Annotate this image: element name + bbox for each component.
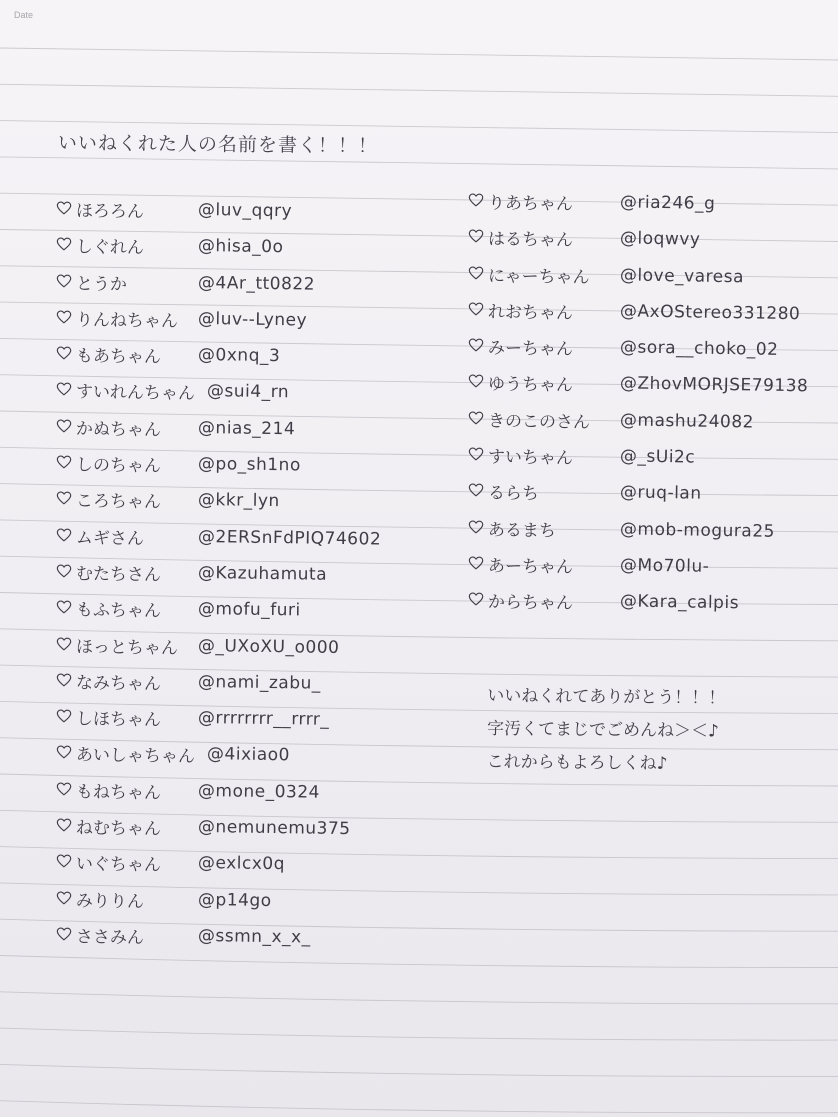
entry-handle: @0xnq_3	[197, 345, 281, 367]
heart-icon	[56, 236, 72, 252]
entry-name: すいちゃん	[487, 447, 574, 469]
ruled-line	[0, 956, 838, 968]
name-entry	[56, 226, 382, 267]
name-entry	[56, 807, 382, 848]
name-entry	[468, 218, 809, 260]
heart-icon	[56, 418, 72, 434]
entry-handle: @loqwvy	[619, 228, 701, 251]
name-entry	[56, 626, 382, 667]
entry-name: ささみん	[75, 926, 145, 948]
name-entry	[56, 517, 382, 558]
entry-name: はるちゃん	[487, 229, 574, 251]
entry-handle: @luv_qqry	[197, 200, 293, 222]
heart-icon	[56, 454, 72, 470]
name-entry	[56, 771, 382, 812]
heart-icon	[468, 555, 484, 571]
name-entry	[56, 734, 382, 775]
page-heading: いいねくれた人の名前を書く！！！	[57, 132, 379, 158]
heart-icon	[56, 599, 72, 615]
heart-icon	[468, 519, 484, 535]
heart-icon	[56, 200, 72, 216]
entry-handle: @mone_0324	[197, 780, 321, 803]
entry-name: とうか	[75, 273, 128, 295]
entry-name: あーちゃん	[487, 555, 574, 578]
entry-name: あいしゃちゃん	[75, 745, 196, 768]
date-label: Date	[14, 10, 34, 20]
name-entry	[468, 182, 809, 224]
entry-name: にゃーちゃん	[487, 265, 590, 288]
heart-icon	[468, 483, 484, 499]
name-entry	[468, 545, 809, 587]
entry-handle: @ria246_g	[619, 192, 716, 215]
message-line: いいねくれてありがとう！！！	[487, 686, 726, 709]
heart-icon	[56, 527, 72, 543]
name-entry	[468, 472, 809, 514]
heart-icon	[468, 301, 484, 317]
name-entry	[56, 589, 382, 630]
entry-handle: @love_varesa	[619, 265, 745, 288]
entry-handle: @exlcx0q	[197, 853, 286, 875]
heart-icon	[56, 853, 72, 869]
entry-name: もあちゃん	[75, 346, 162, 368]
entry-name: みりりん	[75, 890, 145, 912]
entry-handle: @nias_214	[197, 417, 296, 440]
entry-name: きのこのさん	[487, 410, 591, 433]
heart-icon	[56, 345, 72, 361]
entry-name: かぬちゃん	[75, 418, 162, 440]
name-entry	[468, 363, 809, 405]
name-entry	[56, 190, 382, 231]
entry-handle: @4Ar_tt0822	[197, 272, 316, 295]
entry-handle: @kkr_lyn	[197, 490, 280, 512]
entry-handle: @Kazuhamuta	[197, 563, 328, 585]
entry-name: みーちゃん	[487, 338, 574, 360]
name-entry	[468, 255, 809, 297]
ruled-line	[0, 48, 838, 60]
heart-icon	[56, 563, 72, 579]
name-entry	[56, 553, 382, 594]
name-entry	[56, 371, 382, 412]
name-entry	[56, 880, 382, 921]
ruled-line	[0, 84, 838, 96]
entry-name: ムギさん	[75, 527, 145, 549]
heart-icon	[56, 382, 72, 398]
name-entry	[56, 299, 382, 340]
thank-you-message	[486, 680, 725, 781]
heart-icon	[56, 273, 72, 289]
left-name-list	[56, 190, 381, 952]
entry-name: ほっとちゃん	[75, 636, 179, 658]
entry-handle: @mob-mogura25	[619, 519, 776, 542]
entry-name: ねむちゃん	[75, 817, 162, 840]
name-entry	[56, 662, 382, 703]
heart-icon	[56, 491, 72, 507]
name-entry	[468, 581, 809, 623]
message-line: これからもよろしくね♪	[486, 751, 668, 774]
name-entry	[56, 263, 382, 304]
entry-name: ころちゃん	[75, 491, 162, 513]
name-entry	[56, 843, 382, 884]
entry-handle: @hisa_0o	[197, 236, 284, 258]
heart-icon	[56, 926, 72, 942]
name-entry	[56, 335, 382, 376]
ruled-line	[0, 992, 838, 1004]
heart-icon	[56, 890, 72, 906]
entry-name: しのちゃん	[75, 454, 162, 477]
entry-handle: @sui4_rn	[206, 381, 290, 403]
entry-name: あるまち	[487, 519, 557, 541]
entry-handle: @sora__choko_02	[619, 337, 779, 361]
name-entry	[56, 916, 382, 957]
entry-name: すいれんちゃん	[75, 382, 196, 405]
entry-name: るらち	[487, 483, 540, 505]
entry-name: しほちゃん	[75, 709, 162, 731]
entry-name: ゆうちゃん	[487, 374, 574, 396]
entry-handle: @_sUi2c	[619, 446, 696, 468]
entry-handle: @4ixiao0	[206, 744, 291, 766]
entry-name: しぐれん	[75, 237, 145, 259]
heart-icon	[56, 781, 72, 797]
heart-icon	[56, 745, 72, 761]
entry-name: もねちゃん	[75, 781, 162, 803]
entry-name: なみちゃん	[75, 672, 162, 694]
name-entry	[468, 291, 809, 333]
ruled-line	[0, 1028, 838, 1040]
heart-icon	[56, 672, 72, 688]
entry-handle: @mashu24082	[619, 410, 755, 433]
heart-icon	[468, 446, 484, 462]
right-name-list	[468, 182, 808, 618]
entry-name: れおちゃん	[487, 301, 574, 324]
entry-name: ほろろん	[75, 200, 145, 222]
entry-handle: @nemunemu375	[197, 817, 351, 840]
entry-handle: @_UXoXU_o000	[197, 635, 340, 658]
name-entry	[468, 400, 809, 442]
entry-name: いぐちゃん	[75, 854, 162, 876]
heart-icon	[468, 337, 484, 353]
heart-icon	[56, 708, 72, 724]
entry-handle: @rrrrrrrr__rrrr_	[197, 708, 330, 731]
name-entry	[56, 698, 382, 739]
entry-handle: @mofu_furi	[197, 599, 301, 621]
entry-name: むたちさん	[75, 563, 162, 586]
entry-handle: @2ERSnFdPIQ74602	[197, 526, 382, 550]
heart-icon	[56, 309, 72, 325]
name-entry	[56, 444, 382, 485]
heart-icon	[468, 591, 484, 607]
ruled-line	[0, 157, 838, 169]
entry-handle: @Mo70lu-	[619, 555, 710, 577]
heart-icon	[56, 817, 72, 833]
heart-icon	[468, 228, 484, 244]
entry-handle: @ssmn_x_x_	[197, 926, 311, 948]
entry-name: もふちゃん	[75, 600, 162, 622]
entry-name: からちゃん	[487, 592, 574, 614]
entry-handle: @ruq-lan	[619, 482, 702, 505]
ruled-line	[0, 1064, 838, 1076]
name-entry	[468, 509, 809, 551]
ruled-line	[0, 1101, 838, 1113]
entry-handle: @po_sh1no	[197, 454, 301, 476]
entry-name: りんねちゃん	[75, 309, 179, 332]
name-entry	[468, 327, 809, 369]
heart-icon	[468, 410, 484, 426]
heart-icon	[468, 192, 484, 208]
name-entry	[56, 480, 382, 521]
entry-handle: @luv--Lyney	[197, 309, 308, 331]
name-entry	[56, 408, 382, 449]
entry-handle: @Kara_calpis	[619, 591, 740, 614]
message-line: 字汚くてまじでごめんね＞＜♪	[486, 719, 719, 742]
heart-icon	[56, 636, 72, 652]
name-entry	[468, 436, 809, 478]
entry-handle: @p14go	[197, 889, 272, 911]
heart-icon	[468, 374, 484, 390]
entry-handle: @nami_zabu_	[197, 671, 322, 694]
entry-handle: @ZhovMORJSE79138	[619, 374, 809, 397]
entry-handle: @AxOStereo331280	[619, 301, 801, 325]
entry-name: りあちゃん	[487, 192, 574, 215]
heart-icon	[468, 265, 484, 281]
